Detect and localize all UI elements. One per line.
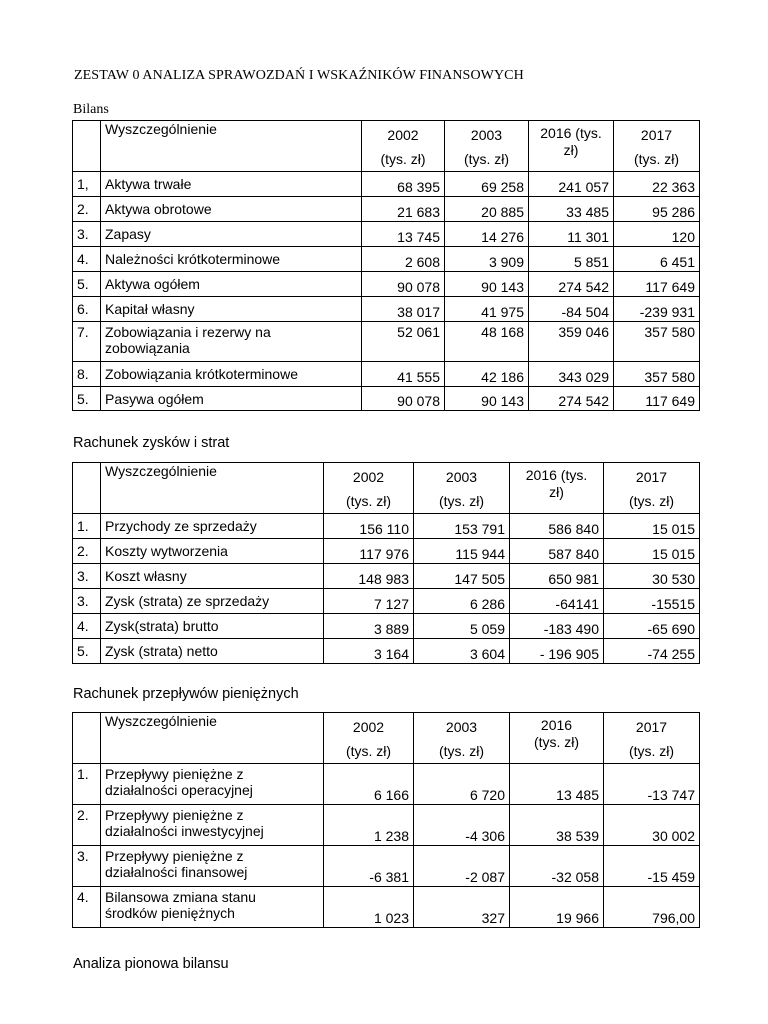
row-label-line2: środków pieniężnych	[105, 905, 235, 921]
table-row	[73, 297, 700, 322]
row-value-3: 19 966	[510, 887, 604, 928]
row-value-1: 41 555	[362, 362, 445, 387]
header-year-2002: 2002 (tys. zł)	[324, 713, 414, 764]
header-year-2017: 2017 (tys. zł)	[604, 713, 700, 764]
table-row	[73, 197, 700, 222]
row-index: 8.	[73, 362, 101, 387]
row-label	[101, 805, 324, 846]
row-value-4: -239 931	[614, 297, 700, 322]
row-value-2: -2 087	[414, 846, 510, 887]
row-value-3: 343 029	[529, 362, 614, 387]
row-index: 3.	[73, 589, 101, 614]
row-value-3: 274 542	[529, 272, 614, 297]
row-value-2: 90 143	[445, 272, 529, 297]
row-value-1: 2 608	[362, 247, 445, 272]
row-value-2: 48 168	[445, 322, 529, 362]
header-year-2017: 2017 (tys. zł)	[604, 463, 700, 514]
row-value-2: 5 059	[414, 614, 510, 639]
header-index-cell	[73, 121, 101, 172]
analysis-caption: Analiza pionowa bilansu	[73, 956, 229, 972]
row-value-3: -32 058	[510, 846, 604, 887]
row-value-4: 15 015	[604, 539, 700, 564]
row-value-1: 52 061	[362, 322, 445, 362]
bilans-caption: Bilans	[73, 102, 109, 117]
row-value-1: 38 017	[362, 297, 445, 322]
row-index: 2.	[73, 539, 101, 564]
row-value-1: 3 889	[324, 614, 414, 639]
row-value-4: 120	[614, 222, 700, 247]
row-label: Pasywa ogółem	[101, 387, 362, 411]
table-row	[73, 362, 700, 387]
row-value-2: 42 186	[445, 362, 529, 387]
row-label: Zysk (strata) netto	[101, 639, 324, 664]
row-value-1: 117 976	[324, 539, 414, 564]
row-index: 4.	[73, 614, 101, 639]
row-index: 4.	[73, 887, 101, 928]
row-value-1: 6 166	[324, 764, 414, 805]
row-value-1: 1 238	[324, 805, 414, 846]
row-value-1: -6 381	[324, 846, 414, 887]
row-label: Zysk(strata) brutto	[101, 614, 324, 639]
row-value-3: 13 485	[510, 764, 604, 805]
table-row	[73, 805, 700, 846]
row-label-line2: działalności operacyjnej	[105, 782, 253, 798]
row-label-line2: działalności inwestycyjnej	[105, 823, 264, 839]
row-value-4: 357 580	[614, 322, 700, 362]
table-header-row	[73, 463, 700, 514]
table-row	[73, 272, 700, 297]
row-value-3: -64141	[510, 589, 604, 614]
rzis-caption: Rachunek zysków i strat	[73, 435, 230, 451]
row-index: 2.	[73, 197, 101, 222]
page-title: ZESTAW 0 ANALIZA SPRAWOZDAŃ I WSKAŹNIKÓW FINANSOWYCH	[74, 68, 524, 83]
table-header-row	[73, 121, 700, 172]
row-index: 4.	[73, 247, 101, 272]
row-value-1: 7 127	[324, 589, 414, 614]
header-item: Wyszczególnienie	[101, 121, 362, 172]
row-value-3: 650 981	[510, 564, 604, 589]
row-label	[101, 887, 324, 928]
table-row	[73, 564, 700, 589]
row-value-1: 90 078	[362, 387, 445, 411]
row-value-3: 586 840	[510, 514, 604, 539]
row-value-4: -13 747	[604, 764, 700, 805]
row-value-3: - 196 905	[510, 639, 604, 664]
row-value-2: 3 604	[414, 639, 510, 664]
row-value-1: 68 395	[362, 172, 445, 197]
row-value-2: 90 143	[445, 387, 529, 411]
row-index: 5.	[73, 639, 101, 664]
row-label	[101, 322, 362, 362]
row-value-2: 6 286	[414, 589, 510, 614]
header-year-2003: 2003 (tys. zł)	[414, 463, 510, 514]
row-index: 5.	[73, 272, 101, 297]
header-item: Wyszczególnienie	[101, 713, 324, 764]
table-row	[73, 222, 700, 247]
row-label	[101, 764, 324, 805]
row-label: Należności krótkoterminowe	[101, 247, 362, 272]
row-index: 1,	[73, 172, 101, 197]
table-row	[73, 639, 700, 664]
row-label-line1: Bilansowa zmiana stanu	[105, 889, 256, 905]
row-value-2: 20 885	[445, 197, 529, 222]
row-value-4: -65 690	[604, 614, 700, 639]
header-year-2017: 2017 (tys. zł)	[614, 121, 700, 172]
table-row	[73, 387, 700, 411]
table-row	[73, 172, 700, 197]
table-row	[73, 846, 700, 887]
row-value-3: -84 504	[529, 297, 614, 322]
row-label: Zysk (strata) ze sprzedaży	[101, 589, 324, 614]
row-index: 3.	[73, 222, 101, 247]
row-label: Zapasy	[101, 222, 362, 247]
row-value-4: 95 286	[614, 197, 700, 222]
bilans-table	[72, 120, 700, 411]
row-label: Aktywa trwałe	[101, 172, 362, 197]
row-value-2: 115 944	[414, 539, 510, 564]
row-label-line2: działalności finansowej	[105, 864, 248, 880]
header-year-2002: 2002 (tys. zł)	[362, 121, 445, 172]
row-value-3: 38 539	[510, 805, 604, 846]
row-value-3: 241 057	[529, 172, 614, 197]
row-value-2: -4 306	[414, 805, 510, 846]
row-index: 5.	[73, 387, 101, 411]
row-label: Koszty wytworzenia	[101, 539, 324, 564]
row-value-4: 22 363	[614, 172, 700, 197]
table-row	[73, 247, 700, 272]
rzis-table	[72, 462, 700, 664]
row-value-2: 153 791	[414, 514, 510, 539]
row-value-1: 148 983	[324, 564, 414, 589]
row-value-1: 90 078	[362, 272, 445, 297]
row-value-3: 587 840	[510, 539, 604, 564]
row-label: Kapitał własny	[101, 297, 362, 322]
row-value-2: 147 505	[414, 564, 510, 589]
header-year-2016: 2016 (tys. zł)	[510, 713, 604, 764]
row-value-2: 14 276	[445, 222, 529, 247]
header-year-2002: 2002 (tys. zł)	[324, 463, 414, 514]
row-value-3: 274 542	[529, 387, 614, 411]
row-value-4: -74 255	[604, 639, 700, 664]
row-label: Aktywa ogółem	[101, 272, 362, 297]
row-value-4: 117 649	[614, 272, 700, 297]
row-label-line1: Przepływy pieniężne z	[105, 807, 244, 823]
header-item: Wyszczególnienie	[101, 463, 324, 514]
table-row	[73, 322, 700, 362]
row-label: Koszt własny	[101, 564, 324, 589]
row-index: 6.	[73, 297, 101, 322]
row-value-1: 21 683	[362, 197, 445, 222]
header-index-cell	[73, 463, 101, 514]
row-value-3: -183 490	[510, 614, 604, 639]
header-year-2016: 2016 (tys. zł)	[529, 121, 614, 172]
row-value-4: 357 580	[614, 362, 700, 387]
row-index: 1.	[73, 514, 101, 539]
row-value-4: 15 015	[604, 514, 700, 539]
row-value-2: 6 720	[414, 764, 510, 805]
row-value-2: 41 975	[445, 297, 529, 322]
cashflow-table	[72, 712, 700, 928]
row-value-1: 156 110	[324, 514, 414, 539]
row-value-4: 117 649	[614, 387, 700, 411]
row-label: Aktywa obrotowe	[101, 197, 362, 222]
row-value-4: -15 459	[604, 846, 700, 887]
row-label: Zobowiązania krótkoterminowe	[101, 362, 362, 387]
row-value-2: 327	[414, 887, 510, 928]
row-label: Przychody ze sprzedaży	[101, 514, 324, 539]
cashflow-caption: Rachunek przepływów pieniężnych	[73, 686, 299, 702]
row-label	[101, 846, 324, 887]
table-header-row	[73, 713, 700, 764]
row-value-4: 30 002	[604, 805, 700, 846]
row-value-4: 796,00	[604, 887, 700, 928]
table-row	[73, 514, 700, 539]
row-value-3: 11 301	[529, 222, 614, 247]
row-value-4: -15515	[604, 589, 700, 614]
table-row	[73, 887, 700, 928]
row-index: 1.	[73, 764, 101, 805]
table-row	[73, 764, 700, 805]
row-value-1: 1 023	[324, 887, 414, 928]
row-value-3: 5 851	[529, 247, 614, 272]
row-value-2: 3 909	[445, 247, 529, 272]
row-label-line1: Zobowiązania i rezerwy na	[105, 324, 271, 340]
row-value-3: 33 485	[529, 197, 614, 222]
table-row	[73, 539, 700, 564]
row-index: 3.	[73, 846, 101, 887]
row-index: 3.	[73, 564, 101, 589]
row-index: 2.	[73, 805, 101, 846]
header-year-2016: 2016 (tys. zł)	[510, 463, 604, 514]
row-value-1: 3 164	[324, 639, 414, 664]
row-value-3: 359 046	[529, 322, 614, 362]
table-row	[73, 589, 700, 614]
row-value-1: 13 745	[362, 222, 445, 247]
row-index: 7.	[73, 322, 101, 362]
row-value-2: 69 258	[445, 172, 529, 197]
row-value-4: 6 451	[614, 247, 700, 272]
row-value-4: 30 530	[604, 564, 700, 589]
header-year-2003: 2003 (tys. zł)	[414, 713, 510, 764]
row-label-line2: zobowiązania	[105, 340, 190, 356]
row-label-line1: Przepływy pieniężne z	[105, 848, 244, 864]
table-row	[73, 614, 700, 639]
header-index-cell	[73, 713, 101, 764]
header-year-2003: 2003 (tys. zł)	[445, 121, 529, 172]
row-label-line1: Przepływy pieniężne z	[105, 766, 244, 782]
